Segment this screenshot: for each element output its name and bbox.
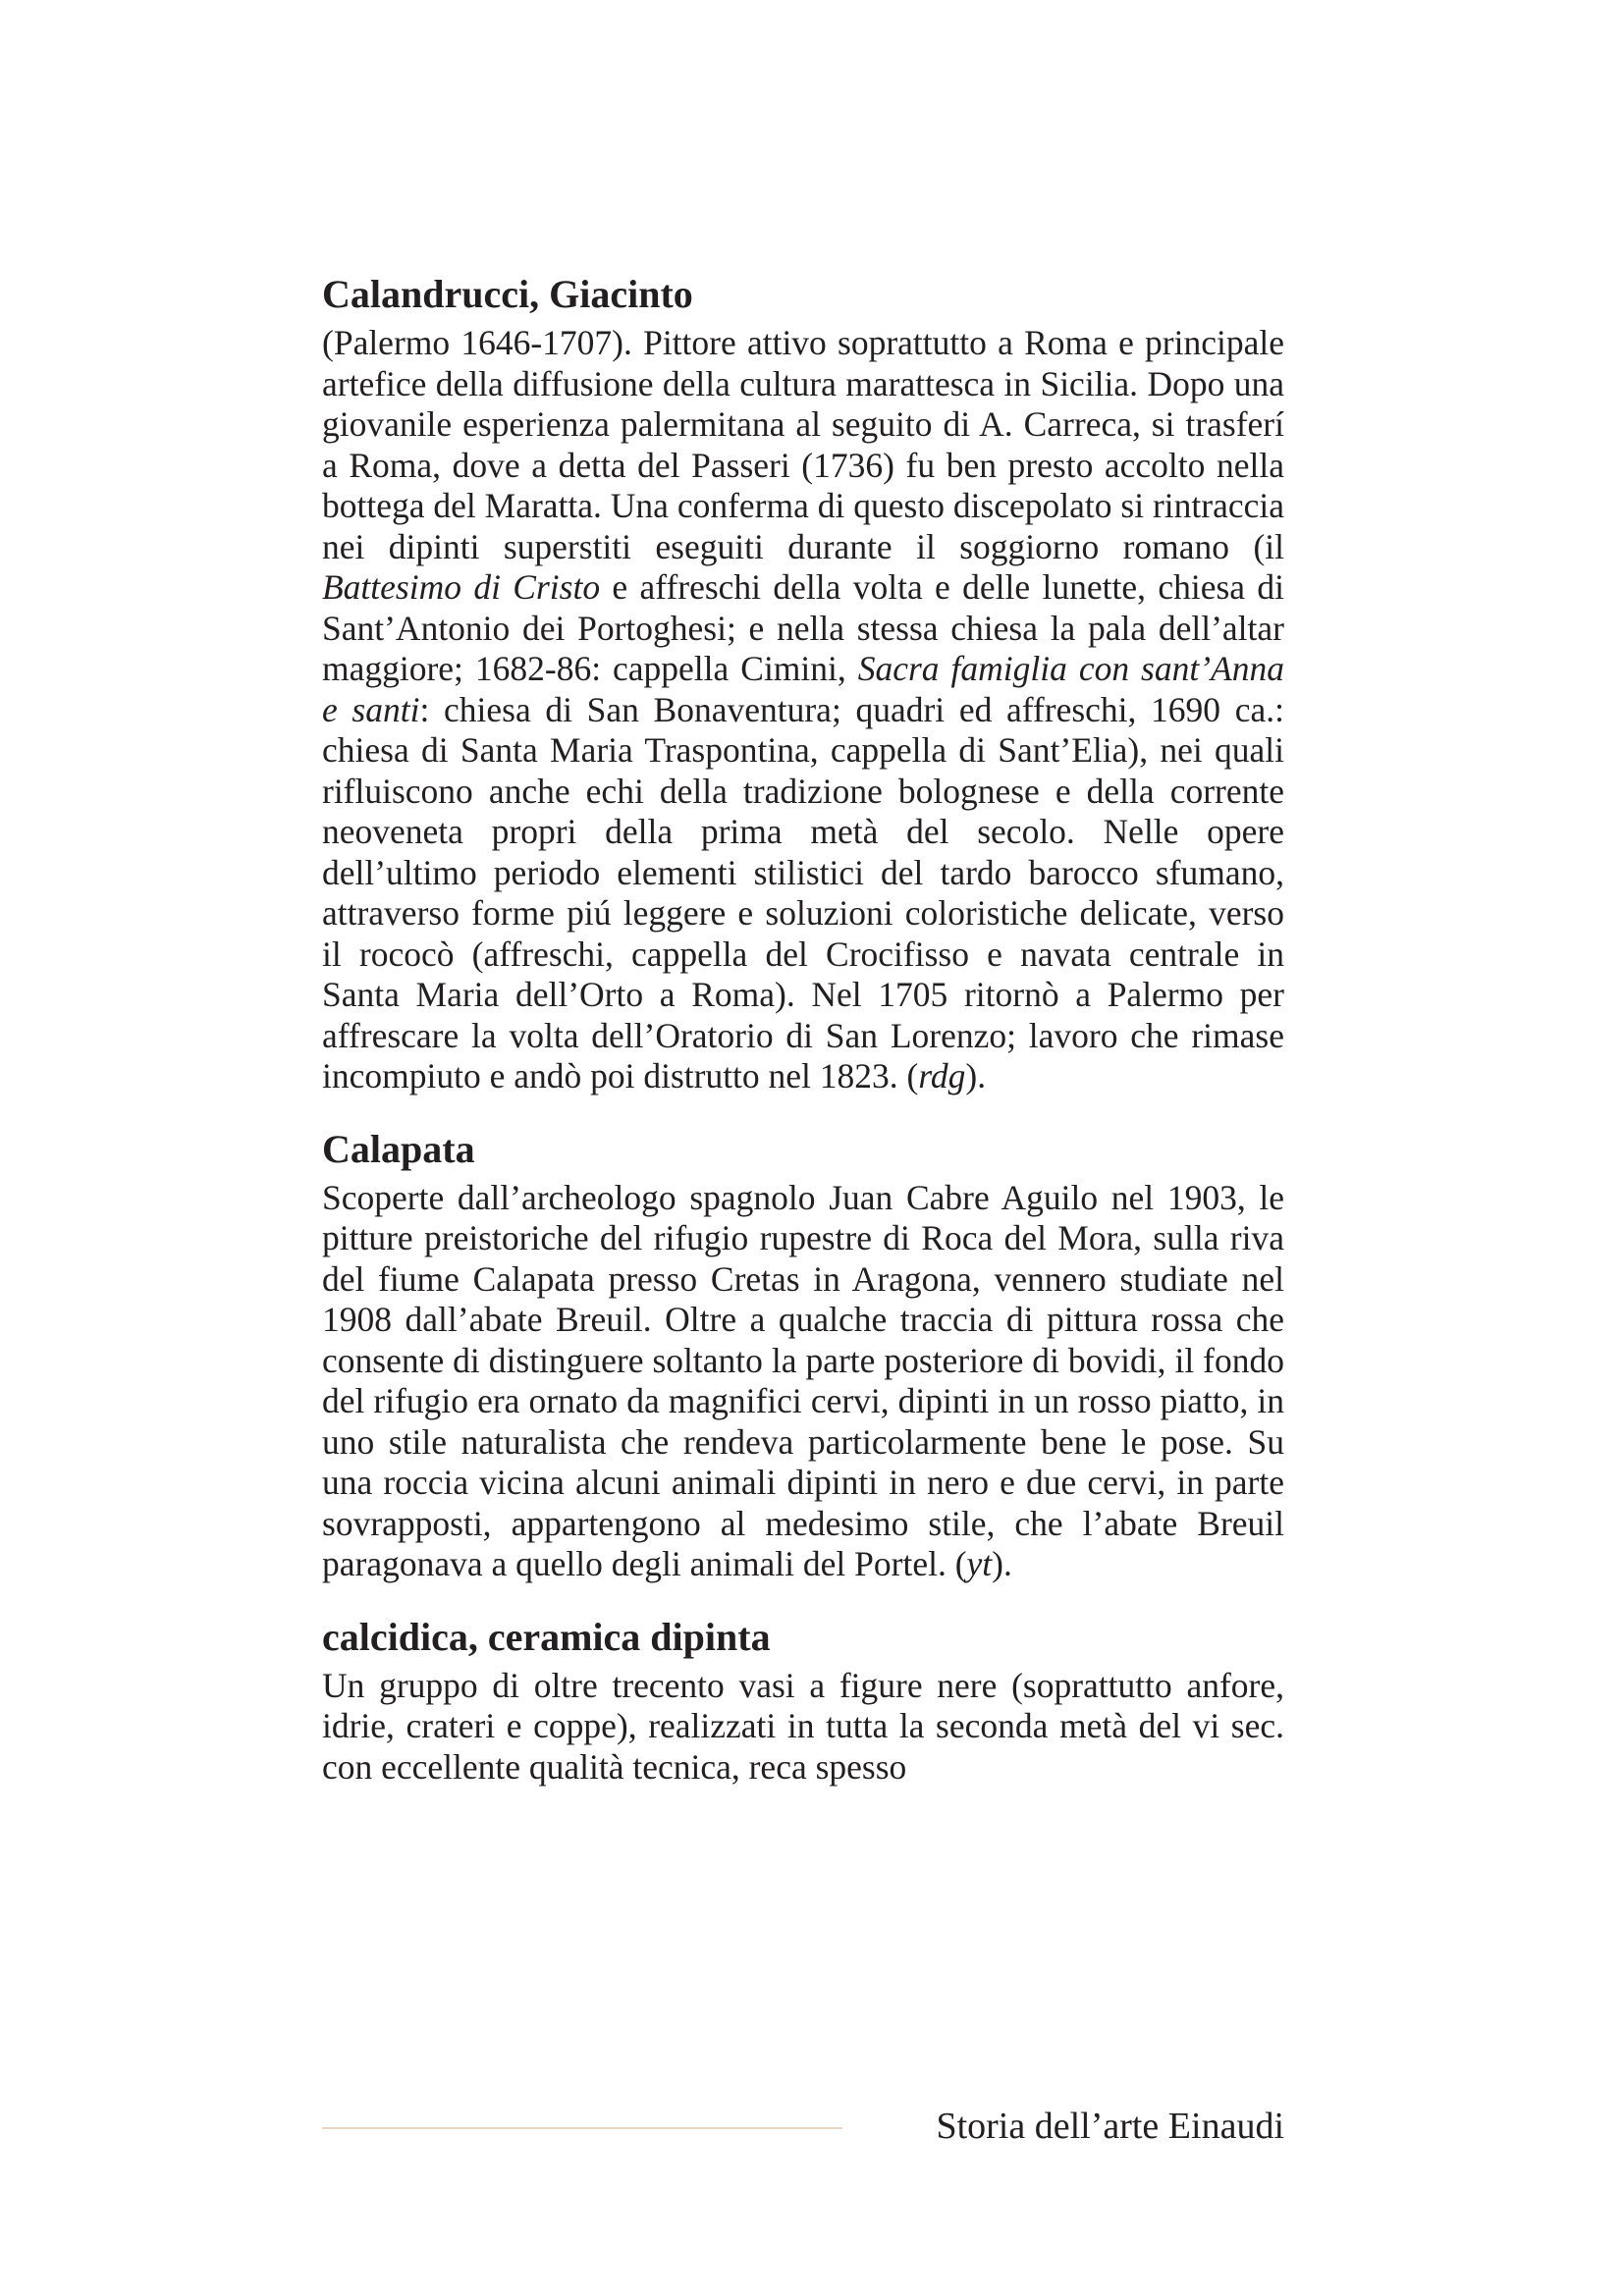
author-initials: rdg bbox=[918, 1056, 966, 1095]
entry-title: calcidica, ceramica dipinta bbox=[322, 1614, 771, 1659]
entry-text: : chiesa di San Bonaventura; quadri ed affreschi, 1690 ca.: chiesa di Santa Maria Traspontina, cappella di Sant’Elia), nei quali rifluiscono anche echi della tradizione bolognese e della corrente neoveneta propri della prima metà del secolo. Nelle opere dell’ultimo periodo elementi stilistici del tardo barocco sfumano, attraverso forme piú leggere e soluzioni coloristiche delicate, verso il rococò (affreschi, cappella del Crocifisso e navata centrale in Santa Maria dell’Orto a Roma). Nel 1705 ritornò a Palermo per affrescare la volta dell’Oratorio di San Lorenzo; lavoro che rimase incompiuto e andò poi distrutto nel 1823. ( bbox=[322, 689, 1284, 1095]
entry-text-italic: Battesimo di Cristo bbox=[322, 567, 601, 607]
entry-title: Calapata bbox=[322, 1126, 475, 1171]
entry-text: ). bbox=[965, 1056, 987, 1095]
entry-calapata bbox=[322, 1127, 1284, 1585]
entry-calandrucci bbox=[322, 272, 1284, 1097]
entry-text: Scoperte dall’archeologo spagnolo Juan Cabre Aguilo nel 1903, le pitture preistoriche del rifugio rupestre di Roca del Mora, sulla riva del fiume Calapata presso Cretas in Aragona, vennero studiate nel 1908 dall’abate Breuil. Oltre a qualche traccia di pittura rossa che consente di distinguere soltanto la parte posteriore di bovidi, il fondo del rifugio era ornato da magnifici cervi, dipinti in un rosso piatto, in uno stile naturalista che rendeva particolarmente bene le pose. Su una roccia vicina alcuni animali dipinti in nero e due cervi, in parte sovrapposti, appartengono al medesimo stile, che l’abate Breuil paragonava a quello degli animali del Portel. ( bbox=[322, 1177, 1284, 1583]
footer-title: Storia dell’arte Einaudi bbox=[936, 2106, 1284, 2147]
footer-rule bbox=[322, 2127, 842, 2129]
entry-body bbox=[322, 1666, 1284, 1789]
entry-text-italic: Sacra famiglia con sant’Anna e santi bbox=[322, 649, 1284, 729]
entry-text: e affreschi della volta e delle lunette, chiesa di Sant’Antonio dei Portoghesi; e nella stessa chiesa la pala dell’altar maggiore; 1682-86: cappella Cimini, bbox=[322, 567, 1284, 688]
entry-body bbox=[322, 323, 1284, 1097]
page-footer bbox=[322, 2103, 1284, 2152]
entry-calcidica bbox=[322, 1615, 1284, 1789]
author-initials: yt bbox=[966, 1544, 993, 1583]
entry-text: Un gruppo di oltre trecento vasi a figure nere (soprattutto anfore, idrie, crateri e coppe), realizzati in tutta la seconda metà del vi sec. con eccellente qualità tecnica, reca spesso bbox=[322, 1665, 1284, 1787]
entry-text: (Palermo 1646-1707). Pittore attivo soprattutto a Roma e principale artefice della diffusione della cultura marattesca in Sicilia. Dopo una giovanile esperienza palermitana al seguito di A. Carreca, si trasferí a Roma, dove a detta del Passeri (1736) fu ben presto accolto nella bottega del Maratta. Una conferma di questo discepolato si rintraccia nei dipinti superstiti eseguiti durante il soggiorno romano (il bbox=[322, 323, 1284, 566]
entry-text: ). bbox=[992, 1544, 1012, 1583]
entry-body bbox=[322, 1178, 1284, 1585]
entry-title: Calandrucci, Giacinto bbox=[322, 272, 693, 316]
page-content bbox=[322, 272, 1284, 1788]
